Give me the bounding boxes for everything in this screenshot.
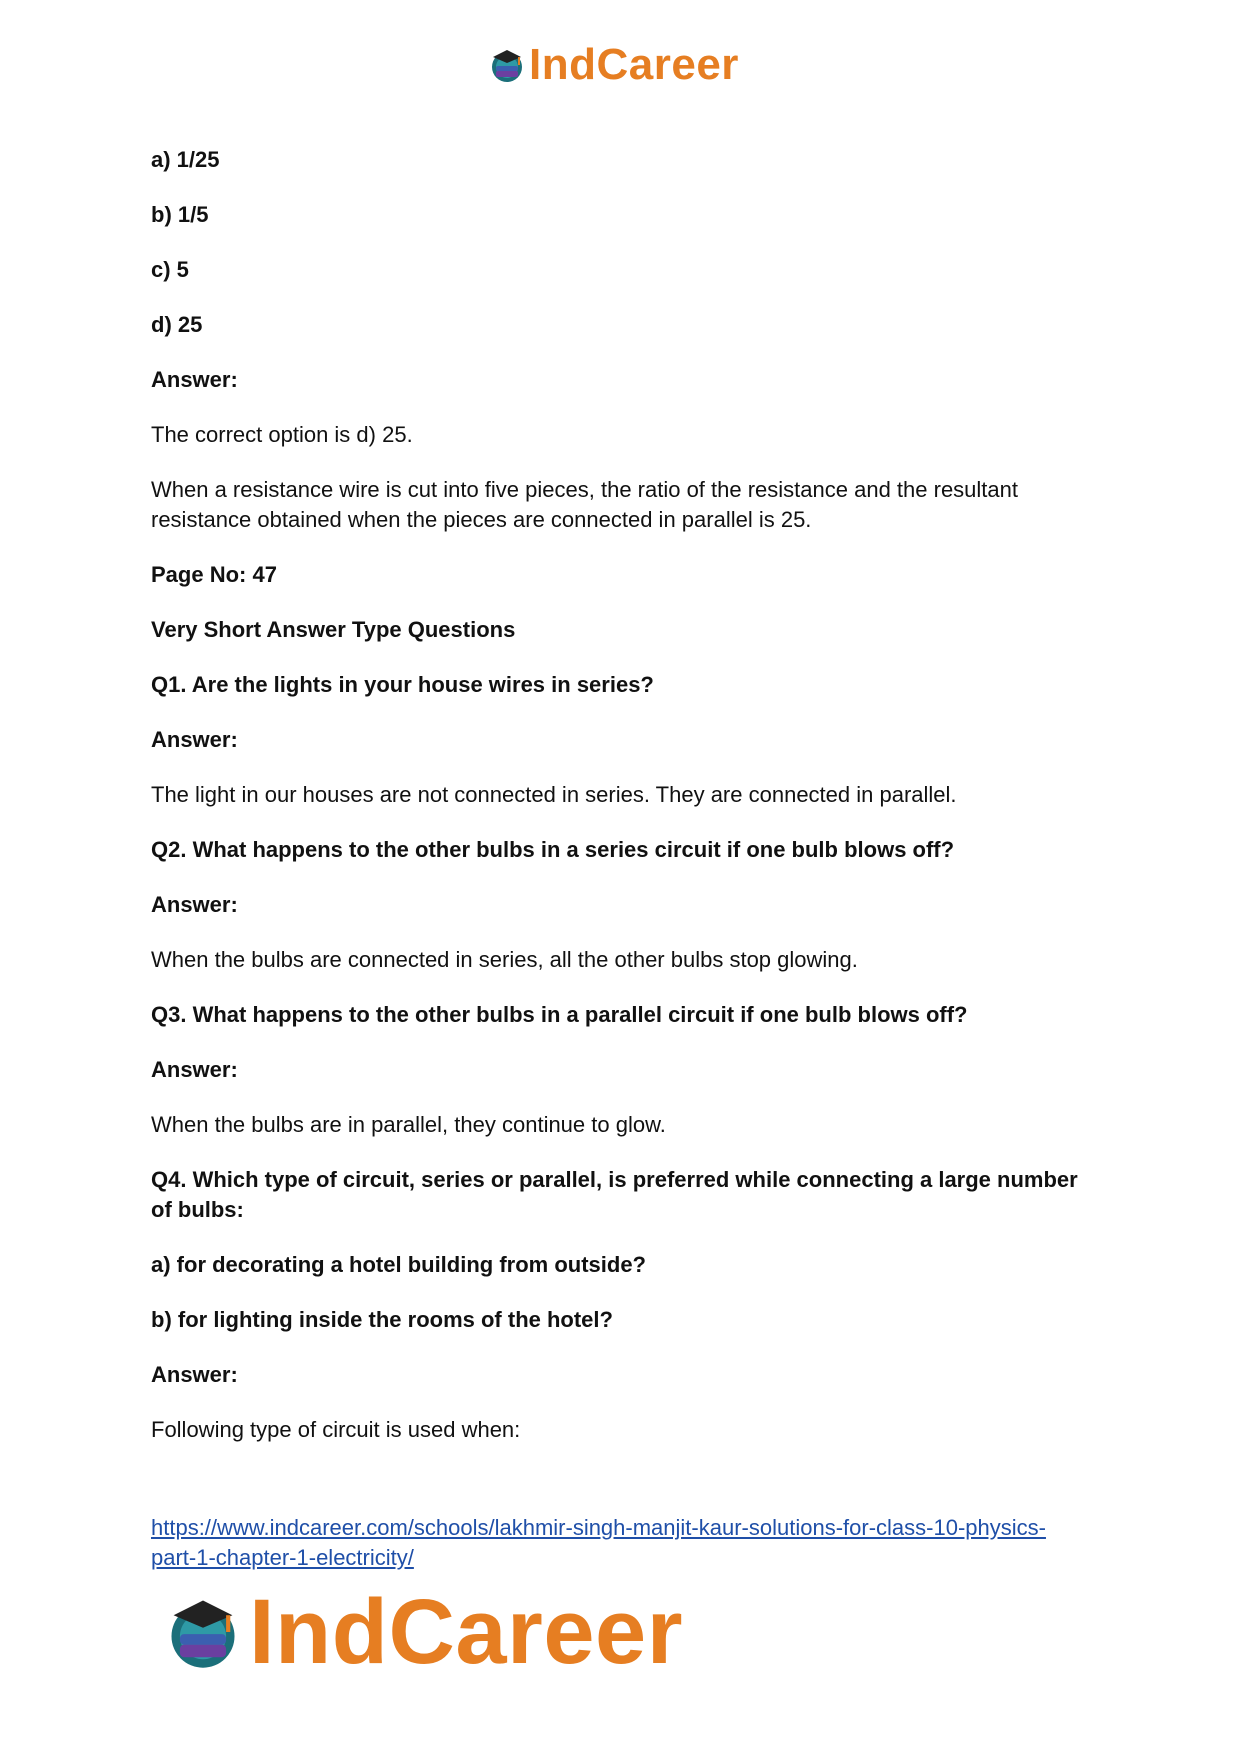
page-number: Page No: 47 — [151, 562, 277, 587]
option-d: d) 25 — [151, 312, 203, 337]
source-link-line-2: part-1-chapter-1-electricity/ — [151, 1545, 414, 1570]
question-4: Q4. Which type of circuit, series or parallel, is preferred while connecting a large number of bulbs: — [151, 1167, 1078, 1222]
answer-1: The light in our houses are not connected in series. They are connected in parallel. — [151, 782, 957, 807]
footer-logo-text: IndCareer — [249, 1581, 683, 1683]
source-link-line-1: https://www.indcareer.com/schools/lakhmir-singh-manjit-kaur-solutions-for-class-10-physics- — [151, 1515, 1046, 1540]
answer-label: Answer: — [151, 892, 238, 917]
footer-logo — [161, 1582, 683, 1682]
answer-label: Answer: — [151, 1362, 238, 1387]
option-c: c) 5 — [151, 257, 189, 282]
main-content — [151, 145, 1091, 1445]
answer-label: Answer: — [151, 727, 238, 752]
answer-label: Answer: — [151, 1057, 238, 1082]
graduation-globe-icon — [161, 1590, 245, 1674]
answer-4: Following type of circuit is used when: — [151, 1417, 521, 1442]
option-b: b) 1/5 — [151, 202, 209, 227]
question-4-part-a: a) for decorating a hotel building from outside? — [151, 1252, 646, 1277]
question-3: Q3. What happens to the other bulbs in a parallel circuit if one bulb blows off? — [151, 1002, 968, 1027]
option-a: a) 1/25 — [151, 147, 220, 172]
answer-text: The correct option is d) 25. — [151, 422, 413, 447]
answer-label: Answer: — [151, 367, 238, 392]
header-logo — [487, 40, 739, 90]
graduation-globe-icon — [487, 45, 527, 85]
section-title: Very Short Answer Type Questions — [151, 617, 516, 642]
answer-2: When the bulbs are connected in series, all the other bulbs stop glowing. — [151, 947, 858, 972]
source-link-block — [151, 1513, 1111, 1573]
answer-explanation: When a resistance wire is cut into five pieces, the ratio of the resistance and the resultant resistance obtained when the pieces are connected in parallel is 25. — [151, 477, 1019, 532]
header-logo-text: IndCareer — [529, 40, 739, 89]
question-4-part-b: b) for lighting inside the rooms of the hotel? — [151, 1307, 613, 1332]
question-1: Q1. Are the lights in your house wires in series? — [151, 672, 654, 697]
source-link[interactable] — [151, 1515, 1046, 1570]
answer-3: When the bulbs are in parallel, they continue to glow. — [151, 1112, 666, 1137]
question-2: Q2. What happens to the other bulbs in a series circuit if one bulb blows off? — [151, 837, 955, 862]
